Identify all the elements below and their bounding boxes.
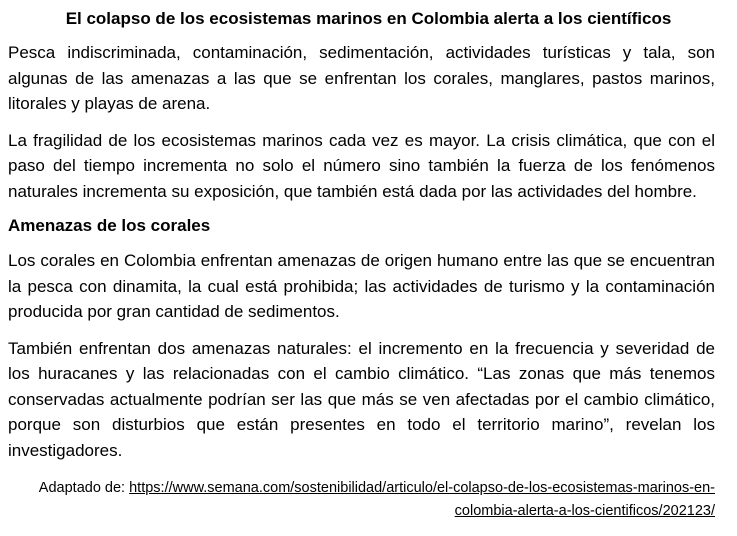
section-heading-coral-threats: Amenazas de los corales (8, 216, 211, 235)
paragraph-human-threats: Los corales en Colombia enfrentan amenazas de origen humano entre las que se encuentran la pesca con dinamita, la cual está prohibida; las actividades de turismo y la contaminación producida por gran cantidad de sedimentos. (8, 251, 715, 321)
paragraph-natural-threats: También enfrentan dos amenazas naturales: el incremento en la frecuencia y severidad de los huracanes y las relacionadas con el cambio climático. “Las zonas que más tenemos conservadas actualmente podrían ser las que más se ven afectadas por el cambio climático, porque son disturbios que están presentes en todo el territorio marino”, revelan los investigadores. (8, 338, 715, 460)
paragraph-threats-intro: Pesca indiscriminada, contaminación, sedimentación, actividades turísticas y tala, son algunas de las amenazas a las que se enfrentan los corales, manglares, pastos marinos, litorales y playas de arena. (8, 43, 715, 113)
article-title: El colapso de los ecosistemas marinos en Colombia alerta a los científicos (65, 9, 672, 28)
source-link[interactable]: https://www.semana.com/sostenibilidad/articulo/el-colapso-de-los-ecosistemas-marinos-en-colombia-alerta-a-los-cientificos/202123/ (129, 480, 715, 519)
source-prefix: Adaptado de: (38, 480, 130, 496)
source-citation (8, 477, 715, 523)
paragraph-fragility: La fragilidad de los ecosistemas marinos cada vez es mayor. La crisis climática, que con el paso del tiempo incrementa no solo el número sino también la fuerza de los fenómenos naturales incrementa su exposición, que también está dada por las actividades del hombre. (8, 130, 715, 201)
